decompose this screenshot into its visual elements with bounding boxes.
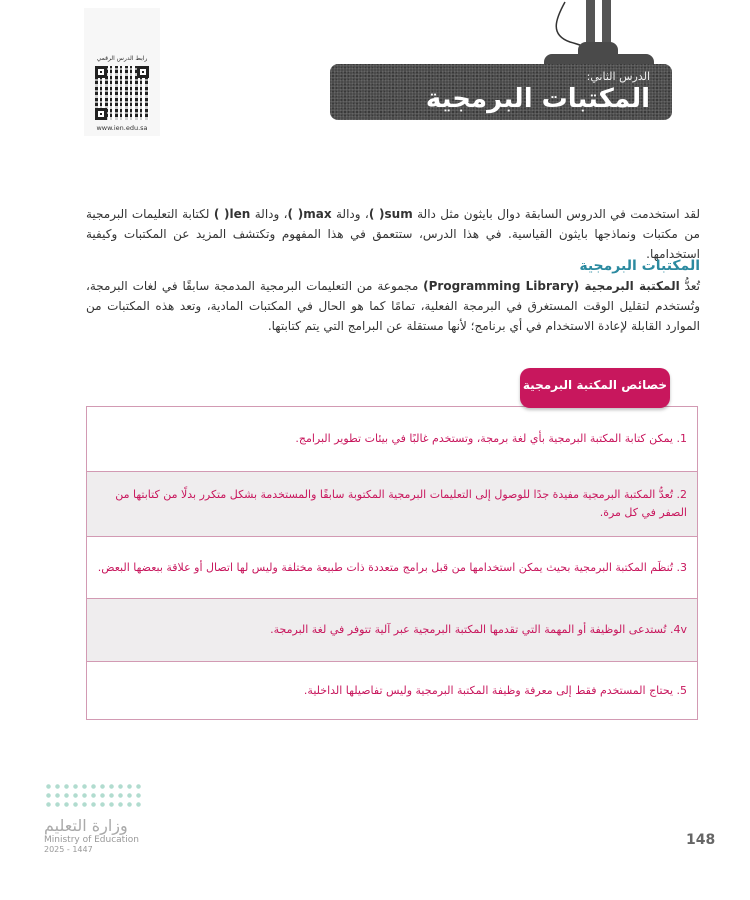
feature-item: 4v. تُستدعى الوظيفة أو المهمة التي تقدمها المكتبة البرمجية عبر آلية تتوفر في لغة البرمجة. [87, 598, 697, 661]
feature-item: 3. تُنظَم المكتبة البرمجية بحيث يمكن استخدامها من قبل برامج متعددة ذات طبيعة مختلفة وليس لها اتصال أو علاقة ببعضها البعض. [87, 536, 697, 598]
feature-item: 2. تُعدُّ المكتبة البرمجية مفيدة جدًا للوصول إلى التعليمات البرمجية المكتوبة سابقًا والمستخدمة بشكل متكرر بدلًا من كتابتها من الصفر في كل مرة. [87, 471, 697, 536]
lesson-number: الدرس الثاني: [586, 70, 650, 83]
feature-item: 5. يحتاج المستخدم فقط إلى معرفة وظيفة المكتبة البرمجية وليس تفاصيلها الداخلية. [87, 661, 697, 719]
ministry-ar: وزارة التعليم [44, 816, 128, 835]
intro-paragraph: لقد استخدمت في الدروس السابقة دوال بايثون مثل دالة sum( )، ودالة max( )، ودالة len( ) لكتابة التعليمات البرمجية من مكتبات ونماذجها بايثون القياسية. في هذا الدرس، ستتعمق في هذا المفهوم وتكتشف المزيد عن المكتبات وكيفية استخدامها. [86, 207, 700, 261]
ministry-logo [44, 782, 144, 854]
logo-dots [44, 782, 144, 810]
features-title: خصائص المكتبة البرمجية [520, 368, 670, 408]
ministry-en: Ministry of Education [44, 835, 139, 845]
feature-item: 1. يمكن كتابة المكتبة البرمجية بأي لغة برمجة، وتستخدم غالبًا في بيئات تطوير البرامج. [295, 432, 687, 445]
qr-label: رابط الدرس الرقمي [96, 55, 148, 62]
qr-url[interactable]: www.ien.edu.sa [96, 124, 148, 132]
plug-prong [586, 0, 595, 46]
section-heading: المكتبات البرمجية [579, 258, 700, 274]
qr-code[interactable] [95, 66, 149, 120]
features-box [86, 406, 698, 720]
qr-card [84, 8, 160, 136]
page-number: 148 [686, 832, 716, 848]
definition-paragraph: تُعدُّ المكتبة البرمجية (Programming Library) مجموعة من التعليمات البرمجية المدمجة سابقًا في لغات البرمجة، وتُستخدم لتقليل الوقت المستغرق في البرمجة الفعلية، تمامًا كما هو الحال في المكتبات المادية، وتعد هذه المكتبات من الموارد القابلة لإعادة الاستخدام في أي برنامج؛ لأنها مستقلة عن البرامج التي يتم كتابتها. [86, 279, 701, 333]
plug-prong [602, 0, 611, 46]
lesson-title: المكتبات البرمجية [425, 84, 650, 114]
ministry-years: 2025 - 1447 [44, 845, 93, 854]
